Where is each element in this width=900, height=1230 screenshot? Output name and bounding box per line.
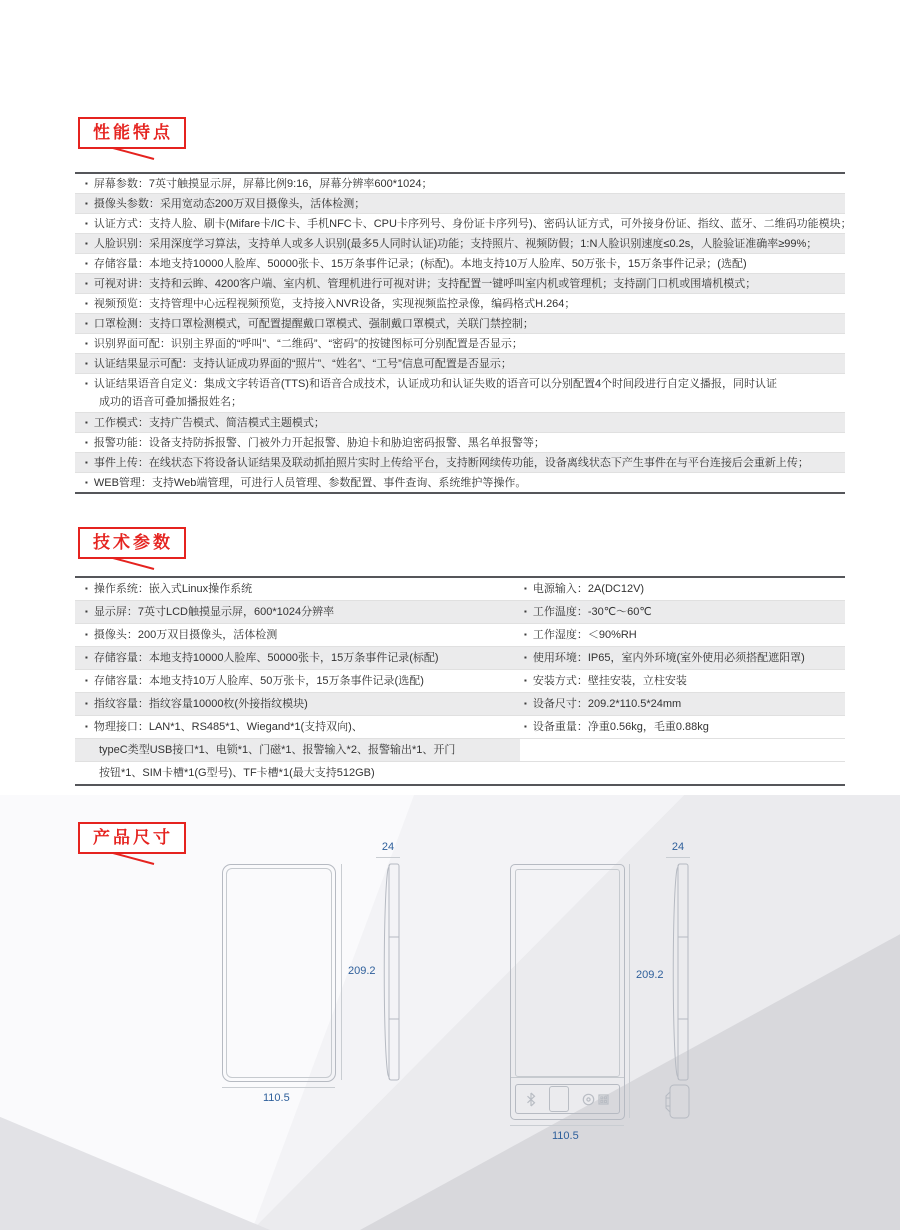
front-view-drawing <box>510 864 625 1120</box>
spec-cell-right: ▪ 设备重量：净重0.56kg，毛重0.88kg <box>520 716 845 738</box>
bullet-icon: ▪ <box>85 722 88 731</box>
bullet-icon: ▪ <box>85 199 88 208</box>
depth-dimension-line <box>376 857 400 858</box>
spec-row <box>75 716 845 739</box>
spec-cell-right: ▪ 电源输入：2A(DC12V) <box>520 578 845 600</box>
specs-title: 技术参数 <box>93 533 173 552</box>
feature-item-text: ▪ 可视对讲：支持和云眸、4200客户端、室内机、管理机进行可视对讲；支持配置一键呼叫室内机或管理机；支持副门口机或围墙机模式； <box>75 274 845 293</box>
bullet-icon: ▪ <box>85 478 88 487</box>
feature-item <box>75 214 852 234</box>
title-tail-line <box>112 147 158 161</box>
front-view-bottom-panel <box>515 1084 620 1114</box>
bullet-icon: ▪ <box>524 630 527 639</box>
feature-item-text: ▪ WEB管理：支持Web端管理，可进行人员管理、参数配置、事件查询、系统维护等操作。 <box>75 473 845 492</box>
feature-item <box>75 354 845 374</box>
feature-item <box>75 254 845 274</box>
bullet-icon: ▪ <box>85 418 88 427</box>
bullet-icon: ▪ <box>524 699 527 708</box>
back-view-drawing <box>222 864 336 1082</box>
feature-item <box>75 314 845 334</box>
spec-cell-left: typeC类型USB接口*1、电锁*1、门磁*1、报警输入*2、报警输出*1、开门 <box>75 739 520 761</box>
dimension-label-width: 110.5 <box>552 1130 579 1142</box>
feature-item-text: ▪ 报警功能：设备支持防拆报警、门被外力开起报警、胁迫卡和胁迫密码报警、黑名单报警等； <box>75 433 845 452</box>
feature-item <box>75 194 845 214</box>
feature-item-text: ▪ 口罩检测：支持口罩检测模式，可配置提醒戴口罩模式、强制戴口罩模式，关联门禁控制； <box>75 314 845 333</box>
width-dimension-line <box>222 1087 335 1088</box>
feature-item-text: ▪ 存储容量：本地支持10000人脸库、50000张卡、15万条事件记录；(标配)。本地支持10万人脸库、50万张卡，15万条事件记录；(选配) <box>75 254 845 273</box>
spec-cell-right: ▪ 使用环境：IP65，室内外环境(室外使用必须搭配遮阳罩) <box>520 647 845 669</box>
dimensions-title-box <box>78 822 186 854</box>
feature-item <box>75 294 845 314</box>
bluetooth-icon <box>526 1092 536 1107</box>
bullet-icon: ▪ <box>85 438 88 447</box>
height-dimension-line <box>341 864 342 1080</box>
bullet-icon: ▪ <box>85 299 88 308</box>
spec-row <box>75 578 845 601</box>
spec-row <box>75 647 845 670</box>
bullet-icon: ▪ <box>524 722 527 731</box>
feature-item-text: ▪ 工作模式：支持广告模式、简洁模式主题模式； <box>75 413 845 432</box>
spec-row <box>75 601 845 624</box>
bullet-icon: ▪ <box>85 458 88 467</box>
height-dimension-line <box>629 864 630 1118</box>
title-tail-line <box>112 557 158 571</box>
dimension-label-height: 209.2 <box>348 965 376 977</box>
bullet-icon: ▪ <box>524 653 527 662</box>
spec-cell-right <box>520 762 845 784</box>
dimension-label-depth: 24 <box>381 841 395 853</box>
features-list <box>75 172 852 494</box>
width-dimension-line <box>510 1125 624 1126</box>
spec-cell-right: ▪ 工作湿度：＜90%RH <box>520 624 845 646</box>
bullet-icon: ▪ <box>524 676 527 685</box>
back-view-inner-outline <box>226 868 332 1078</box>
feature-item <box>75 274 845 294</box>
feature-item-text: ▪ 人脸识别：采用深度学习算法，支持单人或多人识别(最多5人同时认证)功能；支持照片、视频防假；1:N人脸识别速度≤0.2s，人脸验证准确率≥99%； <box>75 234 845 253</box>
spec-cell-left: ▪ 物理接口：LAN*1、RS485*1、Wiegand*1(支持双向)、 <box>75 716 520 738</box>
bullet-icon: ▪ <box>524 584 527 593</box>
features-title-box <box>78 117 186 149</box>
dimension-label-width: 110.5 <box>263 1092 290 1104</box>
feature-item <box>75 413 845 433</box>
feature-item <box>75 433 845 453</box>
feature-item <box>75 174 845 194</box>
spec-cell-left: ▪ 指纹容量：指纹容量10000枚(外接指纹模块) <box>75 693 520 715</box>
feature-item <box>75 374 845 413</box>
depth-dimension-line <box>666 857 690 858</box>
feature-item-text: ▪ 认证结果显示可配：支持认证成功界面的“照片”、“姓名”、“工号”信息可配置是否显示； <box>75 354 845 373</box>
spec-cell-left: ▪ 操作系统：嵌入式Linux操作系统 <box>75 578 520 600</box>
spec-row <box>75 670 845 693</box>
bullet-icon: ▪ <box>85 179 88 188</box>
side-view-2-drawing <box>664 863 692 1121</box>
speaker-icon <box>582 1093 595 1106</box>
bullet-icon: ▪ <box>85 699 88 708</box>
spec-cell-right: ▪ 工作温度：-30℃～60℃ <box>520 601 845 623</box>
bullet-icon: ▪ <box>85 319 88 328</box>
feature-item-text: ▪ 屏幕参数：7英寸触摸显示屏，屏幕比例9:16，屏幕分辨率600*1024； <box>75 174 845 193</box>
dimensions-title: 产品尺寸 <box>93 828 173 847</box>
feature-item <box>75 334 845 354</box>
feature-item-text: ▪ 事件上传：在线状态下将设备认证结果及联动抓拍照片实时上传给平台，支持断网续传功能，设备离线状态下产生事件在与平台连接后会重新上传； <box>75 453 845 472</box>
feature-item-text: ▪ 认证结果语音自定义：集成文字转语音(TTS)和语音合成技术，认证成功和认证失败的语音可以分别配置4个时间段进行自定义播报，同时认证 <box>75 374 845 393</box>
feature-item <box>75 234 845 254</box>
feature-item <box>75 453 845 473</box>
panel-separator <box>511 1077 624 1078</box>
bullet-icon: ▪ <box>85 239 88 248</box>
feature-item-text: ▪ 视频预览：支持管理中心远程视频预览，支持接入NVR设备，实现视频监控录像，编码格式H.264； <box>75 294 845 313</box>
spec-row <box>75 624 845 647</box>
spec-cell-left: ▪ 显示屏：7英寸LCD触摸显示屏，600*1024分辨率 <box>75 601 520 623</box>
bullet-icon: ▪ <box>85 219 88 228</box>
side-view-drawing <box>376 863 402 1083</box>
feature-item-text: ▪ 识别界面可配：识别主界面的“呼叫”、“二维码”、“密码”的按键图标可分别配置是否显示； <box>75 334 845 353</box>
spec-cell-left: ▪ 存储容量：本地支持10000人脸库、50000张卡，15万条事件记录(标配) <box>75 647 520 669</box>
spec-cell-left: ▪ 摄像头：200万双目摄像头，活体检测 <box>75 624 520 646</box>
dimension-label-depth: 24 <box>671 841 685 853</box>
bullet-icon: ▪ <box>85 584 88 593</box>
feature-item-text: ▪ 摄像头参数：采用宽动态200万双目摄像头，活体检测； <box>75 194 845 213</box>
spec-row <box>75 693 845 716</box>
spec-cell-right: ▪ 安装方式：壁挂安装，立柱安装 <box>520 670 845 692</box>
spec-row <box>75 739 845 762</box>
bullet-icon: ▪ <box>85 379 88 388</box>
bullet-icon: ▪ <box>85 359 88 368</box>
specs-title-box <box>78 527 186 559</box>
bullet-icon: ▪ <box>85 339 88 348</box>
bullet-icon: ▪ <box>85 259 88 268</box>
front-view-screen <box>515 869 620 1077</box>
spec-cell-right <box>520 739 845 761</box>
card-reader-icon <box>549 1086 569 1112</box>
bullet-icon: ▪ <box>524 607 527 616</box>
feature-item <box>75 473 845 492</box>
dimensions-section <box>0 795 900 1230</box>
feature-item-text: ▪ 认证方式：支持人脸、刷卡(Mifare卡/IC卡、手机NFC卡、CPU卡序列号、身份证卡序列号)、密码认证方式，可外接身份证、指纹、蓝牙、二维码功能模块； <box>75 214 845 233</box>
dimension-label-height: 209.2 <box>636 969 664 981</box>
spec-cell-left: 按钮*1、SIM卡槽*1(G型号)、TF卡槽*1(最大支持512GB) <box>99 767 375 779</box>
bullet-icon: ▪ <box>85 653 88 662</box>
feature-item-continuation: 成功的语音可叠加播报姓名； <box>99 396 242 408</box>
title-tail-line <box>112 852 158 866</box>
bullet-icon: ▪ <box>85 676 88 685</box>
spec-cell-left: ▪ 存储容量：本地支持10万人脸库、50万张卡，15万条事件记录(选配) <box>75 670 520 692</box>
bullet-icon: ▪ <box>85 279 88 288</box>
spec-row <box>75 762 845 784</box>
panel-right-icons <box>582 1093 609 1106</box>
qr-code-icon <box>598 1094 609 1105</box>
features-title: 性能特点 <box>93 123 173 142</box>
specs-table <box>75 576 845 786</box>
bullet-icon: ▪ <box>85 630 88 639</box>
bullet-icon: ▪ <box>85 607 88 616</box>
spec-cell-right: ▪ 设备尺寸：209.2*110.5*24mm <box>520 693 845 715</box>
